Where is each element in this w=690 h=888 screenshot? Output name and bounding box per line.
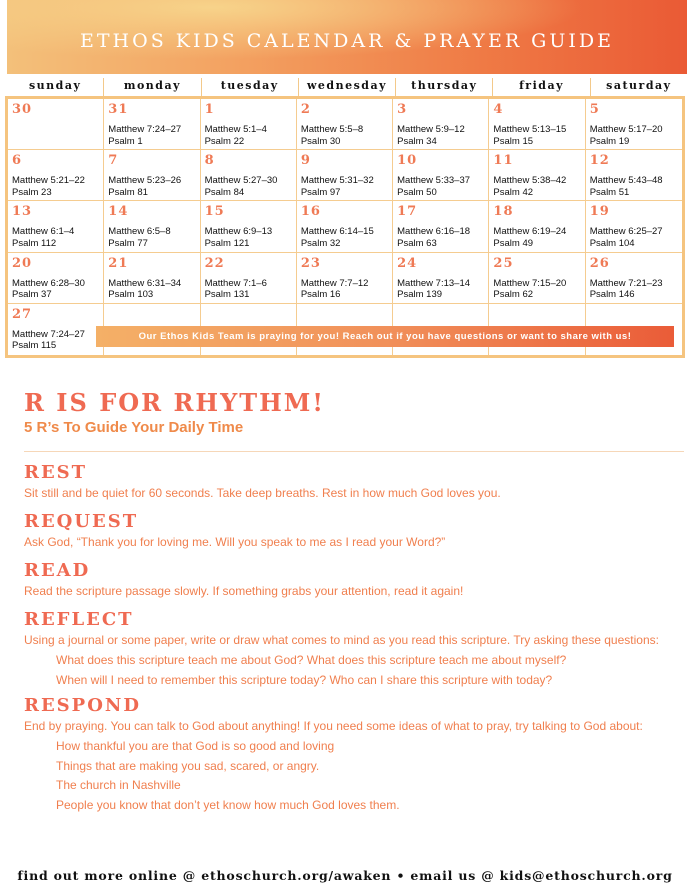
psalm-reference: Psalm 16	[300, 289, 341, 301]
weekday-thursday: thursday	[395, 78, 492, 98]
calendar-day-cell	[393, 150, 489, 201]
guide-steps	[24, 462, 674, 820]
step-sub-item: The church in Nashville	[56, 778, 181, 792]
calendar-day-cell	[104, 150, 200, 201]
calendar-day-cell	[586, 150, 682, 201]
calendar-day-cell	[201, 201, 297, 252]
psalm-reference: Psalm 51	[589, 186, 630, 198]
weekday-monday: monday	[103, 78, 200, 98]
scripture-reference: Matthew 6:31–34	[108, 277, 182, 289]
day-number: 1	[204, 102, 215, 117]
weekday-header	[7, 78, 687, 98]
day-number: 12	[589, 153, 610, 169]
calendar-day-cell	[104, 253, 200, 304]
day-number: 26	[589, 255, 610, 271]
calendar-day-cell	[489, 99, 585, 150]
calendar-day-cell	[8, 253, 104, 304]
day-number: 8	[204, 153, 215, 169]
day-number: 5	[589, 102, 600, 117]
step-rest	[24, 462, 674, 502]
scripture-reference: Matthew 5:27–30	[204, 175, 278, 187]
psalm-reference: Psalm 50	[397, 186, 437, 198]
psalm-reference: Psalm 15	[493, 135, 534, 147]
divider	[24, 451, 684, 452]
scripture-reference: Matthew 7:1–6	[204, 277, 267, 289]
step-description: Ask God, “Thank you for loving me. Will you speak to me as I read your Word?”	[24, 535, 446, 549]
day-number: 7	[108, 153, 119, 169]
scripture-reference: Matthew 5:31–32	[300, 175, 374, 187]
psalm-reference: Psalm 63	[397, 237, 437, 249]
scripture-reference: Matthew 6:9–13	[204, 226, 273, 238]
psalm-reference: Psalm 103	[108, 289, 154, 301]
step-description: Sit still and be quiet for 60 seconds. Take deep breaths. Rest in how much God loves you.	[24, 486, 501, 500]
calendar-day-cell	[393, 99, 489, 150]
day-number: 6	[12, 153, 23, 169]
psalm-reference: Psalm 131	[204, 289, 250, 301]
banner-title: ETHOS KIDS CALENDAR & PRAYER GUIDE	[80, 30, 614, 52]
psalm-reference: Psalm 81	[108, 186, 148, 198]
step-sub-item: People you know that don’t yet know how much God loves them.	[56, 797, 400, 812]
step-respond	[24, 695, 674, 815]
day-number: 19	[589, 204, 610, 220]
psalm-reference: Psalm 115	[12, 340, 57, 352]
step-sub-item: What does this scripture teach me about God? What does this scripture teach me about myself?	[56, 653, 567, 667]
calendar-day-cell	[8, 304, 104, 355]
scripture-reference: Matthew 5:43–48	[589, 175, 663, 187]
weekday-saturday: saturday	[590, 78, 687, 98]
scripture-reference: Matthew 6:28–30	[12, 277, 85, 289]
psalm-reference: Psalm 42	[493, 186, 534, 198]
day-number: 17	[397, 204, 418, 220]
scripture-reference: Matthew 7:13–14	[397, 277, 471, 289]
step-sublist	[24, 651, 674, 690]
day-number: 23	[300, 255, 321, 271]
psalm-reference: Psalm 121	[204, 237, 250, 249]
day-number: 14	[108, 204, 129, 220]
prayer-banner: Our Ethos Kids Team is praying for you! Reach out if you have questions or want to share with us!	[96, 326, 674, 347]
footer-contact: find out more online @ ethoschurch.org/awaken • email us @ kids@ethoschurch.org	[17, 868, 673, 883]
step-title: RESPOND	[24, 695, 141, 716]
psalm-reference: Psalm 139	[397, 289, 443, 301]
day-number: 11	[493, 153, 514, 169]
step-sub-item: How thankful you are that God is so good and loving	[56, 739, 335, 753]
calendar-grid	[5, 96, 685, 358]
calendar-day-cell	[297, 150, 393, 201]
step-title: REFLECT	[24, 609, 134, 630]
psalm-reference: Psalm 37	[12, 289, 52, 301]
scripture-reference: Matthew 5:21–22	[12, 175, 85, 187]
calendar-day-cell	[393, 253, 489, 304]
day-number: 9	[300, 153, 311, 169]
psalm-reference: Psalm 22	[204, 135, 245, 147]
step-read	[24, 560, 674, 600]
day-number: 24	[397, 255, 418, 271]
scripture-reference: Matthew 7:24–27	[12, 328, 85, 340]
day-number: 25	[493, 255, 514, 271]
psalm-reference: Psalm 32	[300, 237, 341, 249]
calendar-day-cell	[8, 99, 104, 150]
day-number: 2	[300, 102, 311, 117]
day-number: 22	[204, 255, 225, 271]
scripture-reference: Matthew 6:5–8	[108, 226, 171, 238]
calendar-day-cell	[586, 99, 682, 150]
calendar-day-cell	[586, 253, 682, 304]
calendar-day-cell	[489, 253, 585, 304]
step-sub-item: Things that are making you sad, scared, or angry.	[56, 758, 320, 773]
scripture-reference: Matthew 6:16–18	[397, 226, 471, 238]
scripture-reference: Matthew 5:9–12	[397, 124, 465, 135]
day-number: 13	[12, 204, 33, 220]
scripture-reference: Matthew 5:23–26	[108, 175, 182, 187]
step-request	[24, 511, 674, 551]
calendar-day-cell	[489, 150, 585, 201]
weekday-friday: friday	[492, 78, 589, 98]
weekday-tuesday: tuesday	[201, 78, 298, 98]
guide-title: R IS FOR RHYTHM!	[24, 388, 325, 417]
psalm-reference: Psalm 34	[397, 135, 437, 147]
calendar-day-cell	[201, 99, 297, 150]
psalm-reference: Psalm 1	[108, 135, 143, 147]
weekday-wednesday: wednesday	[298, 78, 395, 98]
scripture-reference: Matthew 7:15–20	[493, 277, 567, 289]
psalm-reference: Psalm 49	[493, 237, 534, 249]
calendar-day-cell	[297, 201, 393, 252]
psalm-reference: Psalm 19	[589, 135, 630, 147]
day-number: 21	[108, 255, 129, 271]
step-title: REQUEST	[24, 511, 139, 532]
day-number: 27	[12, 306, 33, 322]
psalm-reference: Psalm 97	[300, 186, 341, 198]
step-description: Using a journal or some paper, write or draw what comes to mind as you read this scripture. Try asking these questions:	[24, 633, 659, 647]
day-number: 20	[12, 255, 33, 271]
day-number: 10	[397, 153, 418, 169]
step-reflect	[24, 609, 674, 690]
scripture-reference: Matthew 6:19–24	[493, 226, 567, 238]
calendar-day-cell	[297, 253, 393, 304]
day-number: 15	[204, 204, 225, 220]
day-number: 3	[397, 102, 408, 117]
scripture-reference: Matthew 5:17–20	[589, 124, 663, 135]
calendar-day-cell	[586, 201, 682, 252]
calendar-day-cell	[104, 201, 200, 252]
psalm-reference: Psalm 30	[300, 135, 341, 147]
step-title: READ	[24, 560, 91, 581]
calendar-day-cell	[489, 201, 585, 252]
step-title: REST	[24, 462, 88, 483]
psalm-reference: Psalm 112	[12, 237, 57, 249]
scripture-reference: Matthew 7:21–23	[589, 277, 663, 289]
day-number: 4	[493, 102, 504, 117]
calendar-day-cell	[201, 253, 297, 304]
calendar-day-cell	[8, 150, 104, 201]
step-description: Read the scripture passage slowly. If something grabs your attention, read it again!	[24, 584, 464, 598]
psalm-reference: Psalm 77	[108, 237, 148, 249]
step-description: End by praying. You can talk to God about anything! If you need some ideas of what to pray, try talking to God about:	[24, 719, 643, 733]
scripture-reference: Matthew 6:25–27	[589, 226, 663, 238]
scripture-reference: Matthew 5:33–37	[397, 175, 471, 187]
calendar-day-cell	[393, 201, 489, 252]
scripture-reference: Matthew 7:24–27	[108, 124, 182, 135]
psalm-reference: Psalm 84	[204, 186, 245, 198]
scripture-reference: Matthew 7:7–12	[300, 277, 369, 289]
calendar-day-cell	[201, 150, 297, 201]
calendar-day-cell	[297, 99, 393, 150]
step-sublist	[24, 737, 674, 815]
scripture-reference: Matthew 6:14–15	[300, 226, 374, 238]
weekday-sunday: sunday	[28, 79, 82, 92]
scripture-reference: Matthew 5:5–8	[300, 124, 364, 135]
header-banner	[7, 0, 687, 74]
calendar-day-cell	[8, 201, 104, 252]
day-number: 30	[12, 102, 33, 117]
day-number: 31	[108, 102, 129, 117]
day-number: 16	[300, 204, 321, 220]
scripture-reference: Matthew 5:1–4	[204, 124, 267, 135]
scripture-reference: Matthew 6:1–4	[12, 226, 75, 238]
psalm-reference: Psalm 146	[589, 289, 635, 301]
psalm-reference: Psalm 62	[493, 289, 534, 301]
scripture-reference: Matthew 5:38–42	[493, 175, 567, 187]
psalm-reference: Psalm 104	[589, 237, 635, 249]
guide-subtitle: 5 R’s To Guide Your Daily Time	[24, 419, 244, 436]
scripture-reference: Matthew 5:13–15	[493, 124, 567, 135]
step-sub-item: When will I need to remember this scripture today? Who can I share this scripture with today?	[56, 672, 553, 687]
calendar-day-cell	[104, 99, 200, 150]
psalm-reference: Psalm 23	[12, 186, 52, 198]
day-number: 18	[493, 204, 514, 220]
